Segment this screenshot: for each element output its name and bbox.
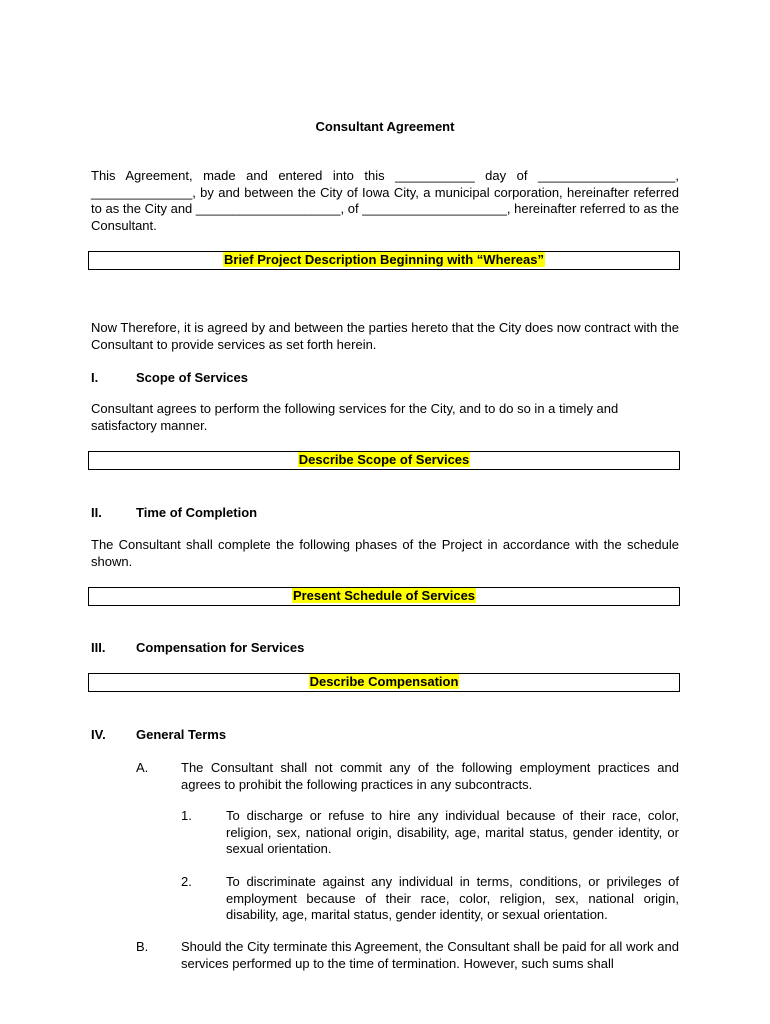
now-therefore-paragraph: Now Therefore, it is agreed by and between the parties hereto that the City does now contract with the Consultant to provide services as set forth herein.	[91, 320, 679, 352]
scope-placeholder: Describe Scope of Services	[298, 452, 470, 467]
section-title: General Terms	[136, 727, 227, 742]
schedule-box	[88, 587, 680, 606]
intro-paragraph: This Agreement, made and entered into this ___________ day of ___________________, ______________, by and between the City of Iowa City, a municipal corporation, hereinafter referred to as the City and ____________________, of ____________________, hereinafter referred to as the Consultant.	[91, 168, 679, 233]
project-description-box	[88, 251, 680, 270]
term-label: A.	[136, 760, 149, 775]
term-label: B.	[136, 939, 149, 954]
document-title: Consultant Agreement	[315, 119, 455, 134]
project-description-placeholder: Brief Project Description Beginning with “Whereas”	[224, 252, 544, 267]
time-paragraph: The Consultant shall complete the following phases of the Project in accordance with the schedule shown.	[91, 537, 679, 569]
section-number: III.	[91, 640, 106, 655]
compensation-placeholder: Describe Compensation	[309, 674, 459, 689]
section-number: IV.	[91, 727, 106, 742]
scope-box	[88, 451, 680, 470]
list-item-number: 2.	[181, 874, 192, 889]
section-number: I.	[91, 370, 99, 385]
section-title: Scope of Services	[136, 370, 248, 385]
term-text: The Consultant shall not commit any of the following employment practices and agrees to prohibit the following practices in any subcontracts.	[181, 760, 679, 792]
list-item-text: To discriminate against any individual in terms, conditions, or privileges of employment because of their race, color, religion, sex, national origin, disability, age, marital status, gender identity, or sexual orientation.	[226, 874, 679, 922]
section-title: Compensation for Services	[136, 640, 305, 655]
section-title: Time of Completion	[136, 505, 258, 520]
list-item-number: 1.	[181, 808, 192, 823]
compensation-box	[88, 673, 680, 692]
section-number: II.	[91, 505, 102, 520]
list-item-text: To discharge or refuse to hire any individual because of their race, color, religion, sex, national origin, disability, age, marital status, gender identity, or sexual orientation.	[226, 808, 679, 856]
schedule-placeholder: Present Schedule of Services	[292, 588, 476, 603]
scope-paragraph: Consultant agrees to perform the following services for the City, and to do so in a timely and satisfactory manner.	[91, 401, 619, 433]
term-text: Should the City terminate this Agreement, the Consultant shall be paid for all work and services performed up to the time of termination. However, such sums shall	[181, 939, 679, 971]
